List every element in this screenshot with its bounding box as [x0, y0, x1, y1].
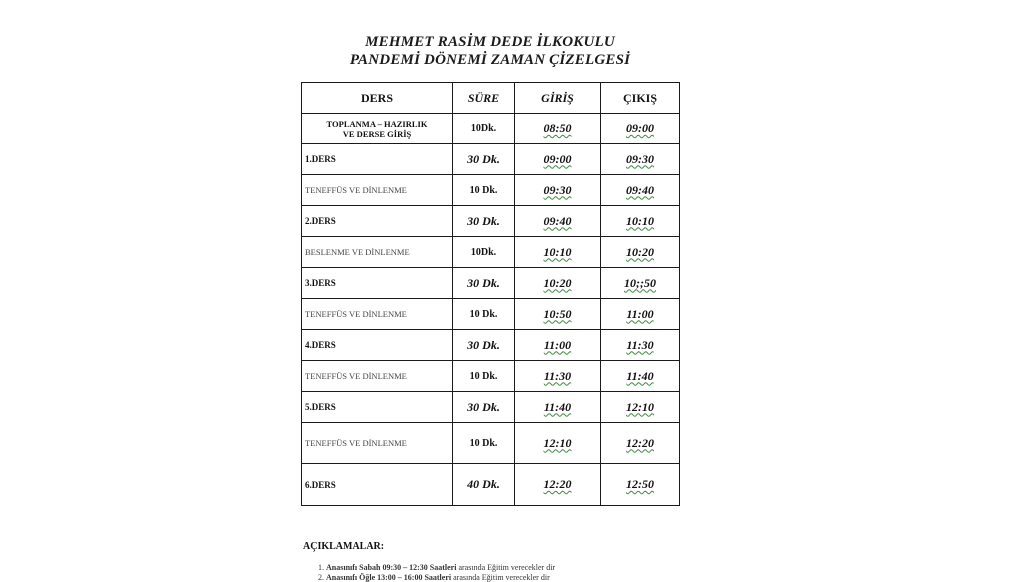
row-duration: 30 Dk.: [453, 330, 515, 361]
row-end-time: 09:30: [601, 144, 680, 175]
row-duration: 10 Dk.: [453, 299, 515, 330]
table-row: [302, 330, 680, 361]
row-activity-name: 4.DERS: [302, 330, 453, 361]
row-duration: 10Dk.: [453, 114, 515, 144]
row-start-time: 09:40: [515, 206, 601, 237]
note-bold-text: Anasınıfı Öğle 13:00 – 16:00 Saatleri: [326, 573, 452, 582]
row-end-time: 10:10: [601, 206, 680, 237]
row-end-time: 12:50: [601, 464, 680, 506]
table-header-row: [302, 83, 680, 114]
row-activity-name: TENEFFÜS VE DİNLENME: [302, 361, 453, 392]
table-row: [302, 464, 680, 506]
row-activity-name-line1: TOPLANMA – HAZIRLIK: [326, 118, 428, 129]
table-row: [302, 144, 680, 175]
header-ders: DERS: [302, 83, 453, 114]
row-activity-name: 3.DERS: [302, 268, 453, 299]
row-duration: 40 Dk.: [453, 464, 515, 506]
row-activity-name: 1.DERS: [302, 144, 453, 175]
note-bold-text: Anasınıfı Sabah 09:30 – 12:30 Saatleri: [326, 563, 457, 572]
row-end-time: 12:10: [601, 392, 680, 423]
row-duration: 10 Dk.: [453, 361, 515, 392]
table-row: [302, 361, 680, 392]
row-duration: 30 Dk.: [453, 268, 515, 299]
table-row: [302, 175, 680, 206]
row-start-time: 11:40: [515, 392, 601, 423]
notes-heading: AÇIKLAMALAR:: [303, 541, 385, 552]
row-duration: 30 Dk.: [453, 144, 515, 175]
table-row: [302, 237, 680, 268]
row-start-time: 12:10: [515, 423, 601, 464]
note-number: 2.: [318, 573, 324, 582]
row-end-time: 11:00: [601, 299, 680, 330]
row-end-time: 10;;50: [601, 268, 680, 299]
header-cikis: ÇIKIŞ: [601, 83, 680, 114]
schedule-table: [301, 82, 680, 506]
row-activity-name-line2: VE DERSE GİRİŞ: [342, 128, 412, 139]
row-activity-name: TENEFFÜS VE DİNLENME: [302, 175, 453, 206]
row-end-time: 11:30: [601, 330, 680, 361]
header-giris: GİRİŞ: [515, 83, 601, 114]
row-start-time: 12:20: [515, 464, 601, 506]
row-activity-name: BESLENME VE DİNLENME: [302, 237, 453, 268]
row-activity-name: TENEFFÜS VE DİNLENME: [302, 299, 453, 330]
row-end-time: 09:00: [601, 114, 680, 144]
row-duration: 30 Dk.: [453, 392, 515, 423]
header-sure: SÜRE: [453, 83, 515, 114]
row-end-time: 11:40: [601, 361, 680, 392]
row-start-time: 10:10: [515, 237, 601, 268]
row-activity-name: [302, 114, 453, 144]
row-duration: 10Dk.: [453, 237, 515, 268]
note-text: arasında Eğitim verecekler dir: [456, 563, 556, 572]
row-start-time: 10:50: [515, 299, 601, 330]
note-item-2: [318, 573, 550, 582]
row-duration: 10 Dk.: [453, 423, 515, 464]
row-end-time: 09:40: [601, 175, 680, 206]
row-start-time: 08:50: [515, 114, 601, 144]
note-number: 1.: [318, 563, 324, 572]
row-end-time: 10:20: [601, 237, 680, 268]
row-start-time: 10:20: [515, 268, 601, 299]
row-activity-name: 2.DERS: [302, 206, 453, 237]
row-duration: 10 Dk.: [453, 175, 515, 206]
note-item-1: [318, 563, 555, 572]
table-row: [302, 299, 680, 330]
table-row: [302, 206, 680, 237]
table-row: [302, 392, 680, 423]
row-start-time: 11:00: [515, 330, 601, 361]
row-activity-name: 6.DERS: [302, 464, 453, 506]
row-activity-name: 5.DERS: [302, 392, 453, 423]
row-start-time: 09:00: [515, 144, 601, 175]
school-name-title: MEHMET RASİM DEDE İLKOKULU: [365, 34, 615, 50]
row-duration: 30 Dk.: [453, 206, 515, 237]
row-end-time: 12:20: [601, 423, 680, 464]
row-start-time: 09:30: [515, 175, 601, 206]
table-row: [302, 423, 680, 464]
table-row: [302, 268, 680, 299]
note-text: arasında Eğitim verecekler dir: [451, 573, 550, 582]
schedule-title: PANDEMİ DÖNEMİ ZAMAN ÇİZELGESİ: [349, 52, 631, 68]
row-start-time: 11:30: [515, 361, 601, 392]
row-activity-name: TENEFFÜS VE DİNLENME: [302, 423, 453, 464]
table-row: [302, 114, 680, 144]
